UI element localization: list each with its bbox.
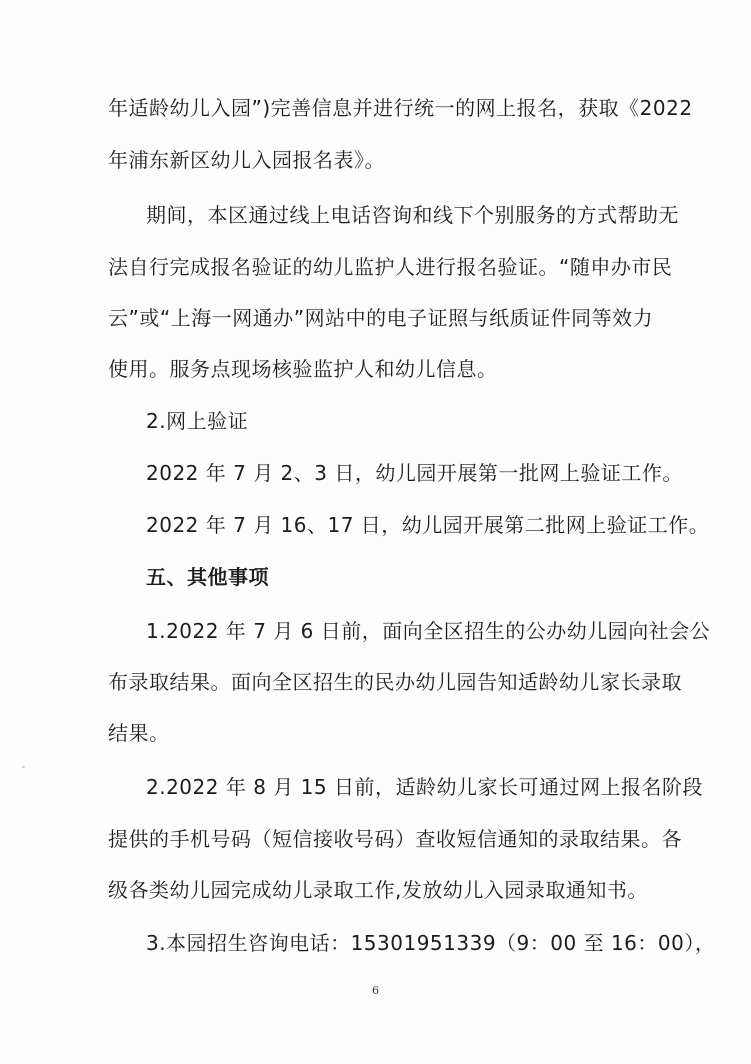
section-heading-other-matters: 五、其他事项 bbox=[146, 565, 269, 589]
paragraph-line-8: 2022 年 7 月 16、17 日，幼儿园开展第二批网上验证工作。 bbox=[146, 513, 710, 537]
paragraph-line-12: 2.2022 年 8 月 15 日前，适龄幼儿家长可通过网上报名阶段 bbox=[146, 775, 703, 799]
paragraph-line-13: 提供的手机号码（短信接收号码）查收短信通知的录取结果。各 bbox=[108, 827, 682, 851]
paragraph-line-9: 1.2022 年 7 月 6 日前，面向全区招生的公办幼儿园向社会公 bbox=[146, 619, 711, 643]
paragraph-line-3: 期间，本区通过线上电话咨询和线下个别服务的方式帮助无 bbox=[146, 203, 679, 227]
paragraph-line-4: 法自行完成报名验证的幼儿监护人进行报名验证。“随申办市民 bbox=[108, 255, 673, 279]
paragraph-line-15: 3.本园招生咨询电话：15301951339（9：00 至 16：00）， bbox=[146, 931, 716, 955]
paragraph-line-7: 2022 年 7 月 2、3 日，幼儿园开展第一批网上验证工作。 bbox=[146, 461, 683, 485]
paragraph-line-14: 级各类幼儿园完成幼儿录取工作,发放幼儿入园录取通知书。 bbox=[108, 878, 648, 902]
section-subheading-online-verification: 2.网上验证 bbox=[146, 409, 249, 433]
paragraph-line-10: 布录取结果。面向全区招生的民办幼儿园告知适龄幼儿家长录取 bbox=[108, 670, 682, 694]
page-number: 6 bbox=[372, 984, 379, 997]
paragraph-line-5: 云”或“上海一网通办”网站中的电子证照与纸质证件同等效力 bbox=[108, 306, 654, 330]
paragraph-line-6: 使用。服务点现场核验监护人和幼儿信息。 bbox=[108, 357, 498, 381]
scan-speck bbox=[22, 766, 25, 768]
paragraph-line-1: 年适龄幼儿入园”)完善信息并进行统一的网上报名，获取《2022 bbox=[108, 96, 693, 120]
paragraph-line-11: 结果。 bbox=[108, 721, 170, 745]
paragraph-line-2: 年浦东新区幼儿入园报名表》。 bbox=[108, 148, 385, 172]
